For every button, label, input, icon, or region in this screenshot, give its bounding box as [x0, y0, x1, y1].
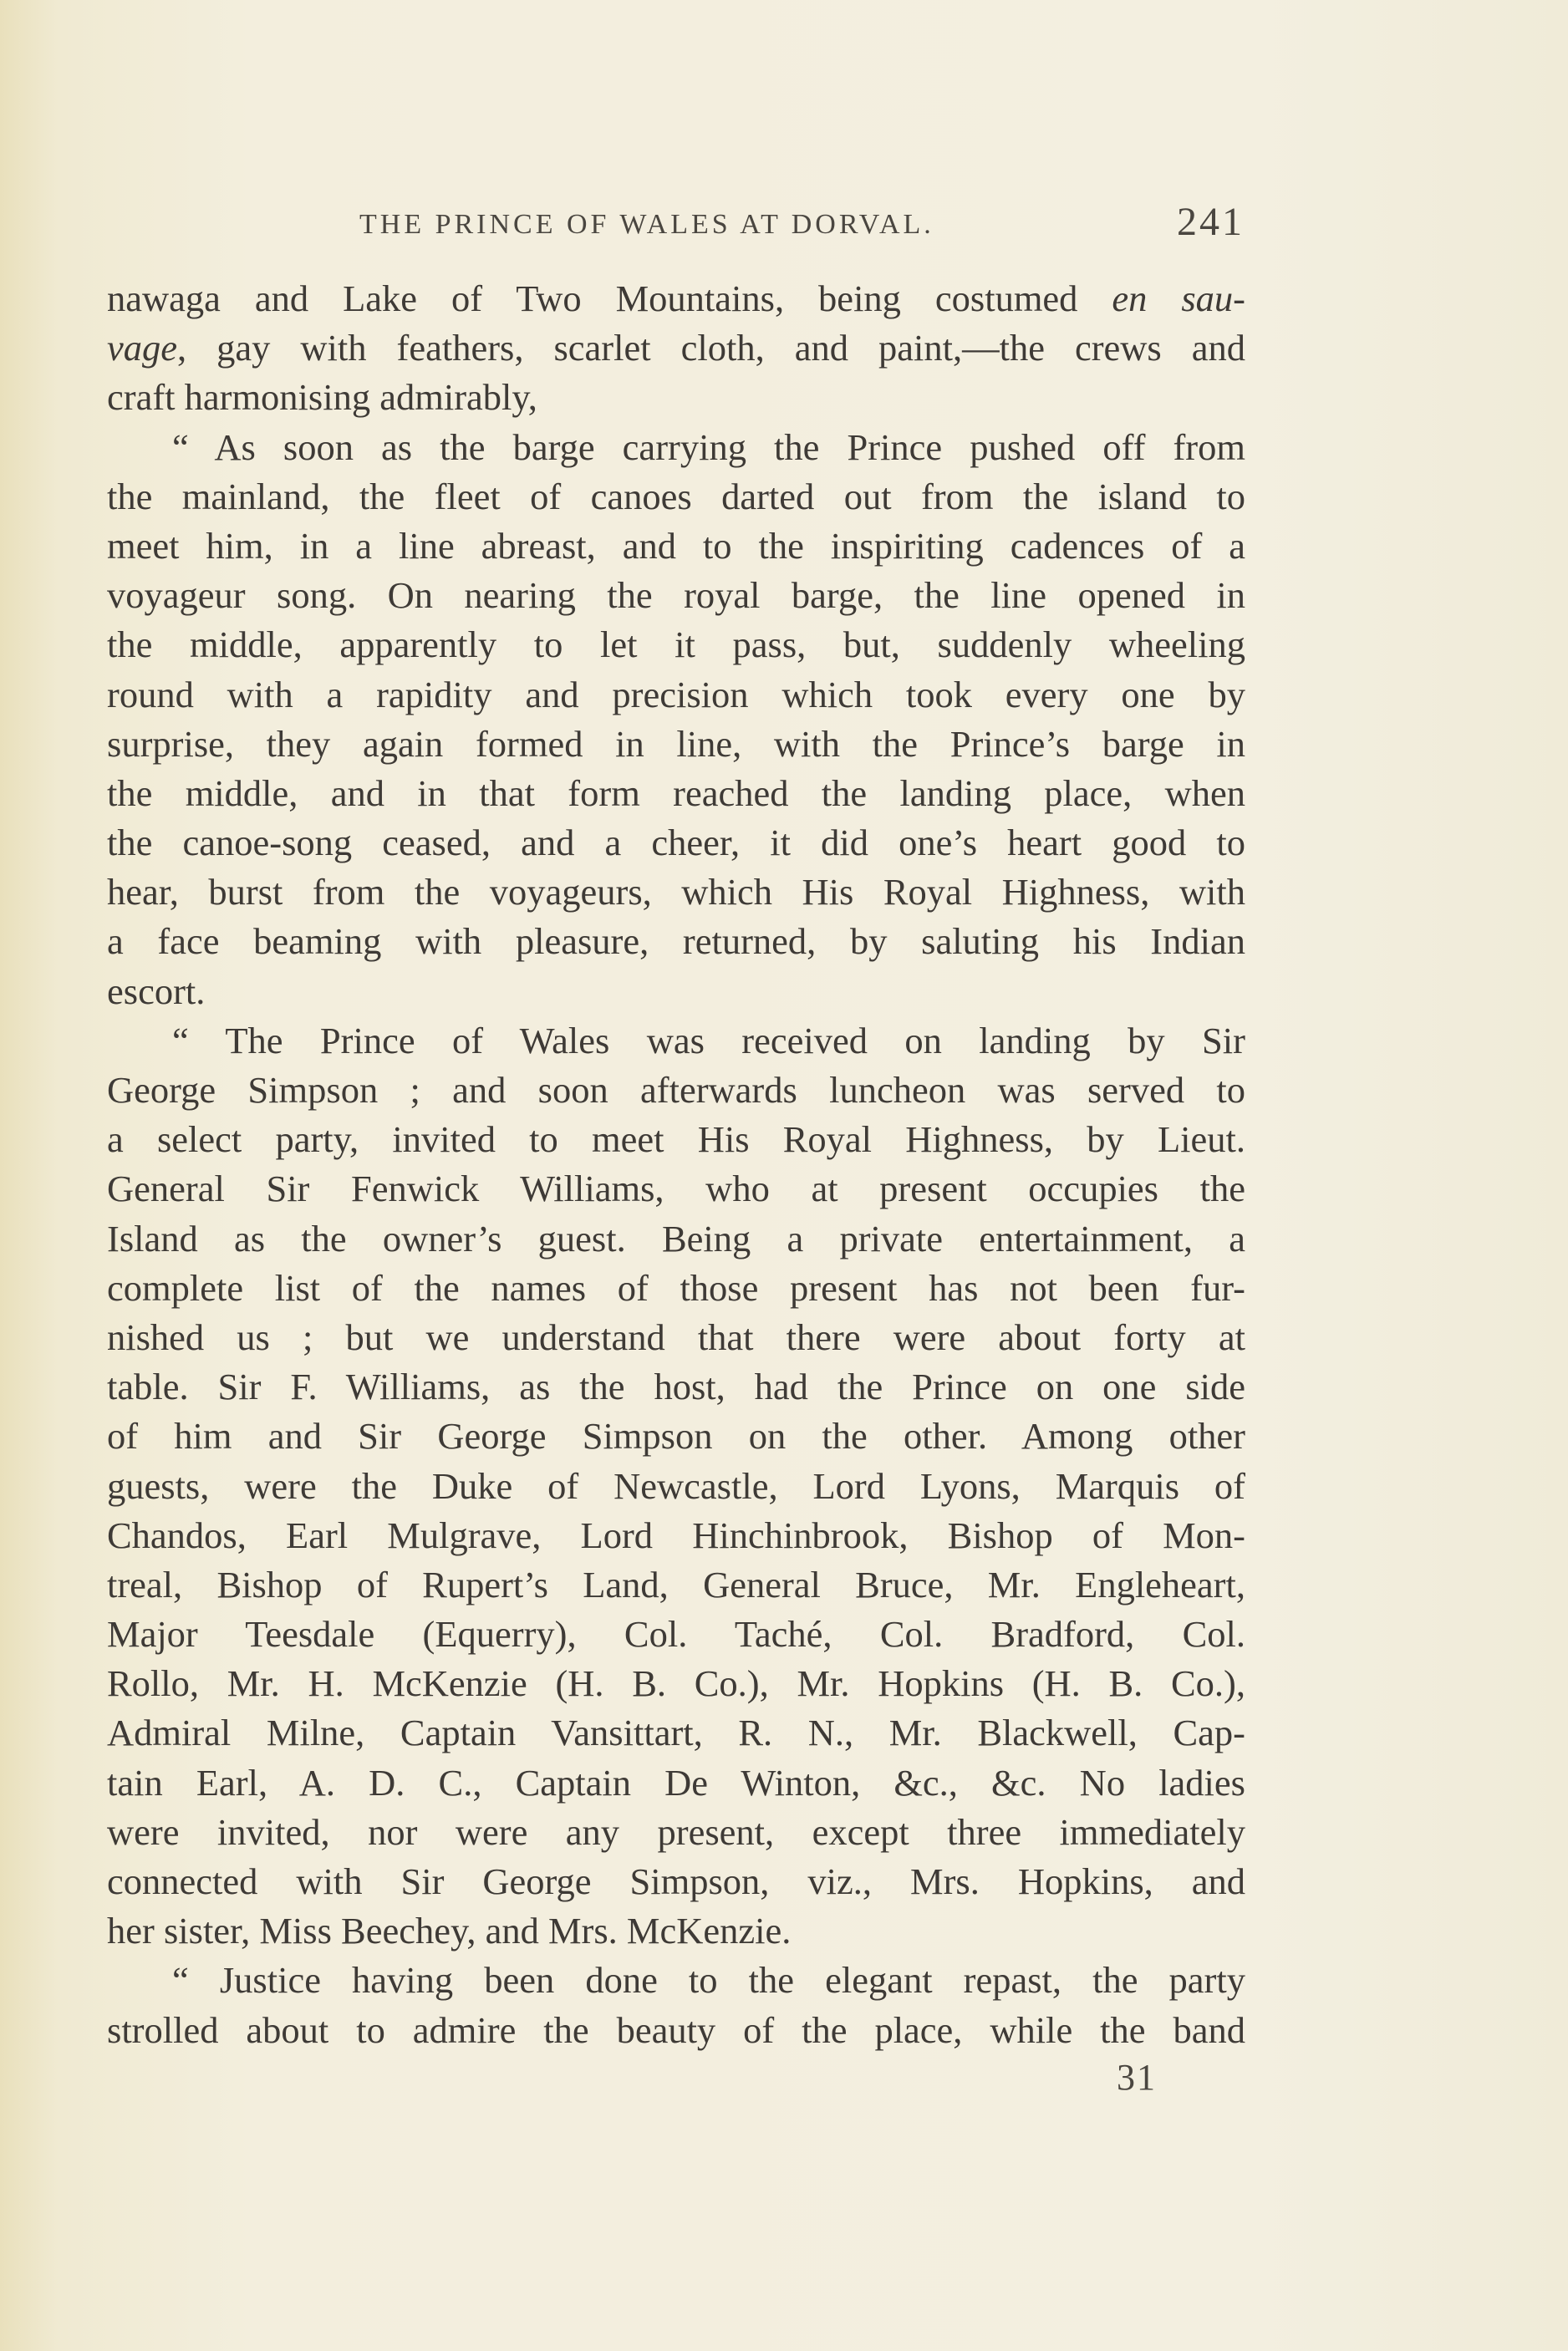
text-line: nished us ; but we understand that there were about forty at	[107, 1315, 1245, 1358]
text-line: complete list of the names of those present has not been fur-	[107, 1266, 1245, 1309]
text-line: escort.	[107, 969, 206, 1012]
body-text	[107, 274, 1245, 2055]
text-line: the middle, apparently to let it pass, but, suddenly wheeling	[107, 623, 1245, 666]
text-line: “ Justice having been done to the elegant repast, the party	[172, 1959, 1245, 2002]
text-line: General Sir Fenwick Williams, who at present occupies the	[107, 1168, 1245, 1210]
text-line: Chandos, Earl Mulgrave, Lord Hinchinbrook, Bishop of Mon-	[107, 1514, 1245, 1556]
text-line: craft harmonising admirably,	[107, 376, 537, 419]
text-line: of him and Sir George Simpson on the other. Among other	[107, 1415, 1245, 1458]
text-line: connected with Sir George Simpson, viz., Mrs. Hopkins, and	[107, 1860, 1245, 1902]
text-line: Admiral Milne, Captain Vansittart, R. N., Mr. Blackwell, Cap-	[107, 1712, 1245, 1754]
text-line: surprise, they again formed in line, with the Prince’s barge in	[107, 722, 1245, 765]
text-line: voyageur song. On nearing the royal barge, the line opened in	[107, 574, 1245, 617]
text-line: tain Earl, A. D. C., Captain De Winton, &c., &c. No ladies	[107, 1761, 1245, 1804]
page-number: 241	[1177, 200, 1245, 244]
text-line: the mainland, the fleet of canoes darted out from the island to	[107, 475, 1245, 517]
text-line: Rollo, Mr. H. McKenzie (H. B. Co.), Mr. Hopkins (H. B. Co.),	[107, 1662, 1245, 1705]
text-line: table. Sir F. Williams, as the host, had the Prince on one side	[107, 1366, 1245, 1408]
text-line: round with a rapidity and precision which took every one by	[107, 673, 1245, 715]
text-line: a select party, invited to meet His Royal Highness, by Lieut.	[107, 1118, 1245, 1161]
text-line: treal, Bishop of Rupert’s Land, General Bruce, Mr. Engleheart,	[107, 1563, 1245, 1605]
text-line: “ The Prince of Wales was received on landing by Sir	[172, 1019, 1245, 1061]
text-line: Island as the owner’s guest. Being a private entertainment, a	[107, 1217, 1245, 1259]
text-line: strolled about to admire the beauty of the place, while the band	[107, 2008, 1245, 2051]
text-line: guests, were the Duke of Newcastle, Lord Lyons, Marquis of	[107, 1464, 1245, 1507]
text-line: the middle, and in that form reached the landing place, when	[107, 771, 1245, 814]
text-line: meet him, in a line abreast, and to the inspiriting cadences of a	[107, 524, 1245, 567]
text-line: George Simpson ; and soon afterwards luncheon was served to	[107, 1069, 1245, 1111]
text-line: a face beaming with pleasure, returned, by saluting his Indian	[107, 920, 1245, 963]
running-head: THE PRINCE OF WALES AT DORVAL.	[359, 209, 934, 240]
text-line: nawaga and Lake of Two Mountains, being costumed en sau-	[107, 277, 1246, 319]
text-line: were invited, nor were any present, except three immediately	[107, 1810, 1245, 1853]
text-line: “ As soon as the barge carrying the Prince pushed off from	[172, 425, 1245, 468]
text-line: vage, gay with feathers, scarlet cloth, and paint,—the crews and	[107, 327, 1245, 369]
signature-mark: 31	[1117, 2057, 1157, 2098]
text-line: the canoe-song ceased, and a cheer, it did one’s heart good to	[107, 822, 1245, 864]
text-line: hear, burst from the voyageurs, which His Royal Highness, with	[107, 871, 1245, 913]
text-line: her sister, Miss Beechey, and Mrs. McKenzie.	[107, 1910, 792, 1952]
text-line: Major Teesdale (Equerry), Col. Taché, Col. Bradford, Col.	[107, 1613, 1245, 1656]
page-header	[109, 199, 1262, 249]
